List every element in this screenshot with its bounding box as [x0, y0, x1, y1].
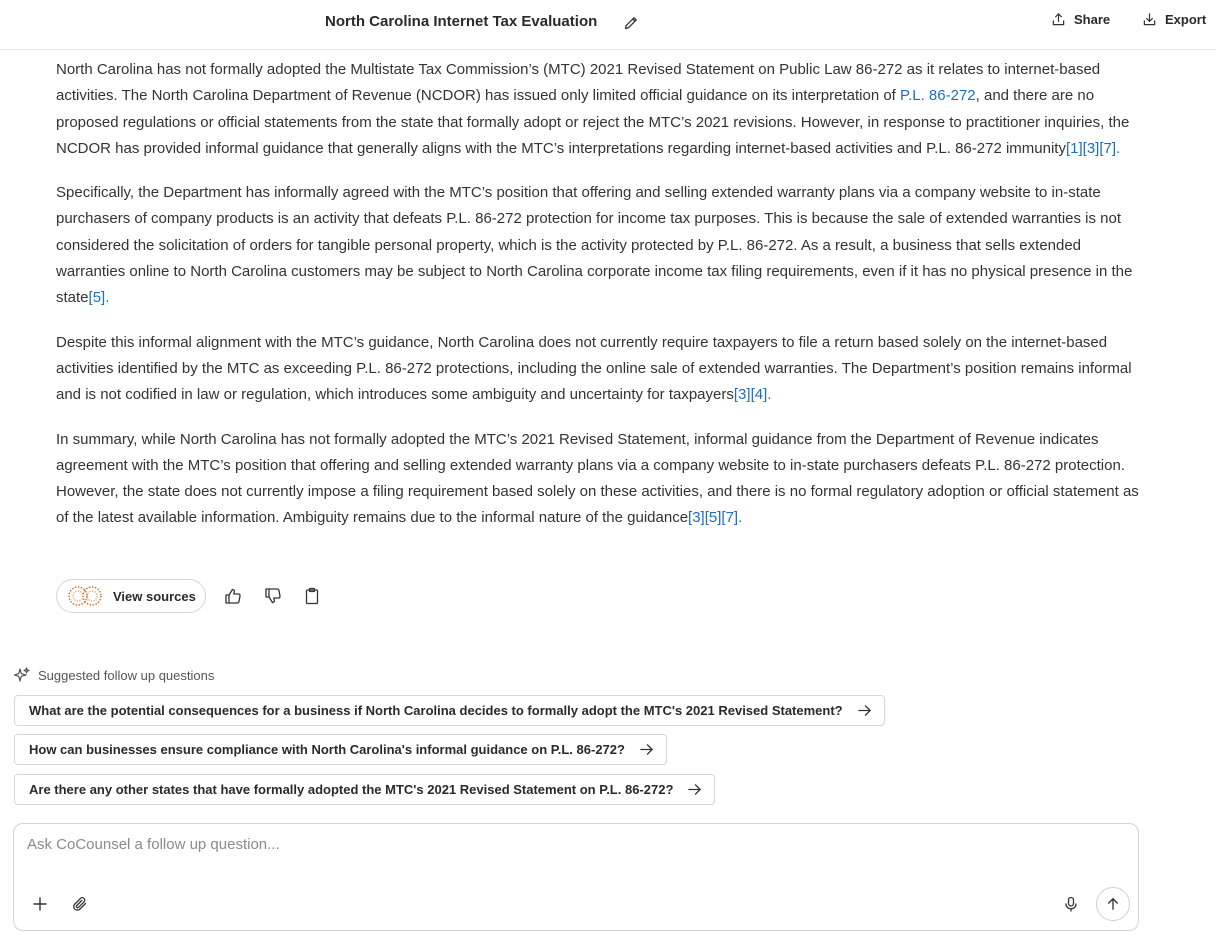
suggestion-text: What are the potential consequences for a business if North Carolina decides to formally adopt the MTC's 2021 Revised Statement? [29, 703, 843, 718]
citation-4[interactable]: [4] [750, 386, 768, 404]
citation-3[interactable]: [3] [733, 386, 751, 404]
thumbs-down-button[interactable] [261, 584, 285, 608]
view-sources-label: View sources [113, 588, 196, 604]
view-sources-button[interactable] [56, 579, 206, 613]
sources-logo-icon [67, 585, 103, 607]
arrow-right-icon [687, 782, 702, 797]
citation-period: . [767, 386, 772, 404]
suggestion-text: Are there any other states that have formally adopted the MTC's 2021 Revised Statement on P.L. 86-272? [29, 782, 674, 797]
paragraph-text: North Carolina has not formally adopted the Multistate Tax Commission’s (MTC) 2021 Revised Statement on Public Law 86-272 as it relates to internet-based activities. The North Carolina Department of Revenue (NCDOR) has issued only limited official guidance on its interpretation of [56, 61, 1101, 105]
citation-7[interactable]: [7] [721, 509, 739, 527]
citation-period: . [738, 509, 743, 527]
arrow-right-icon [857, 703, 872, 718]
plus-icon [32, 896, 48, 912]
export-label: Export [1165, 12, 1207, 27]
thumbs-down-icon [264, 587, 282, 605]
share-icon [1051, 12, 1066, 27]
answer-paragraph [56, 57, 1146, 162]
paragraph-text: Specifically, the Department has informally agreed with the MTC’s position that offering and selling extended warranty plans via a company website to in-state purchasers of company products is an activity that defeats P.L. 86-272 protection for income tax purposes. This is because the sale of extended warranties is not considered the solicitation of orders for tangible personal property, which is the activity protected by P.L. 86-272. As a result, a business that sells extended warranties online to North Carolina customers may be subject to North Carolina corporate income tax filing requirements, even if it has no physical presence in the state [56, 184, 1133, 307]
share-button[interactable] [1051, 12, 1110, 27]
pencil-icon [623, 15, 639, 31]
paperclip-icon [72, 896, 88, 912]
follow-up-input[interactable] [27, 836, 1117, 853]
suggestions-heading-label: Suggested follow up questions [38, 667, 215, 683]
microphone-icon [1063, 896, 1079, 912]
answer-paragraph [56, 427, 1146, 532]
answer-body [56, 57, 1146, 550]
top-header [0, 0, 1216, 50]
paragraph-text: Despite this informal alignment with the MTC’s guidance, North Carolina does not currently require taxpayers to file a return based solely on the internet-based activities identified by the MTC as exceeding P.L. 86-272 protections, including the online sale of extended warranties. The Department’s position remains informal and is not codified in law or regulation, which introduces some ambiguity and uncertainty for taxpayers [56, 333, 1132, 404]
citation-7[interactable]: [7] [1099, 139, 1117, 157]
thumbs-up-icon [224, 587, 242, 605]
suggestion-chip[interactable] [14, 734, 667, 765]
citation-3[interactable]: [3] [1082, 139, 1100, 157]
arrow-up-icon [1106, 897, 1120, 911]
suggestion-text: How can businesses ensure compliance with North Carolina's informal guidance on P.L. 86-272? [29, 742, 625, 757]
citation-1[interactable]: [1] [1065, 139, 1083, 157]
answer-paragraph [56, 180, 1146, 311]
composer [13, 823, 1139, 931]
citation-5[interactable]: [5] [704, 509, 722, 527]
arrow-right-icon [639, 742, 654, 757]
clipboard-icon [303, 587, 321, 605]
pl-86-272-link[interactable]: P.L. 86-272 [900, 87, 976, 105]
share-label: Share [1074, 12, 1111, 27]
paragraph-text: In summary, while North Carolina has not formally adopted the MTC’s 2021 Revised Statement, informal guidance from the Department of Revenue indicates agreement with the MTC’s position that offering and selling extended warranty plans via a company website to in-state purchasers defeats P.L. 86-272 protection. However, the state does not currently impose a filing requirement based solely on these activities, and there is no formal regulatory adoption or official statement as of the latest available information. Ambiguity remains due to the informal nature of the guidance [56, 430, 1139, 527]
answer-actions [56, 579, 324, 613]
copy-button[interactable] [300, 584, 324, 608]
download-icon [1142, 12, 1157, 27]
thumbs-up-button[interactable] [221, 584, 245, 608]
microphone-button[interactable] [1059, 892, 1083, 916]
send-button[interactable] [1096, 887, 1130, 921]
citation-3[interactable]: [3] [688, 509, 705, 527]
add-button[interactable] [28, 892, 52, 916]
sparkle-icon [14, 667, 30, 683]
page-title: North Carolina Internet Tax Evaluation [325, 13, 598, 30]
suggestion-chip[interactable] [14, 774, 715, 805]
suggestions-heading [14, 667, 214, 683]
answer-paragraph [56, 330, 1146, 409]
attach-button[interactable] [68, 892, 92, 916]
edit-title-button[interactable] [620, 12, 642, 34]
export-button[interactable] [1142, 12, 1206, 27]
suggestion-chip[interactable] [14, 695, 885, 726]
citation-5[interactable]: [5] [88, 289, 106, 307]
paragraph-text: , and there are no proposed regulations or official statements from the state that formally adopt or reject the MTC’s 2021 revisions. However, in response to practitioner inquiries, the NCDOR has provided informal guidance that generally aligns with the MTC’s interpretations regarding internet-based activities and P.L. 86-272 immunity [56, 87, 1130, 157]
citation-period: . [1116, 139, 1121, 157]
citation-period: . [105, 289, 110, 307]
